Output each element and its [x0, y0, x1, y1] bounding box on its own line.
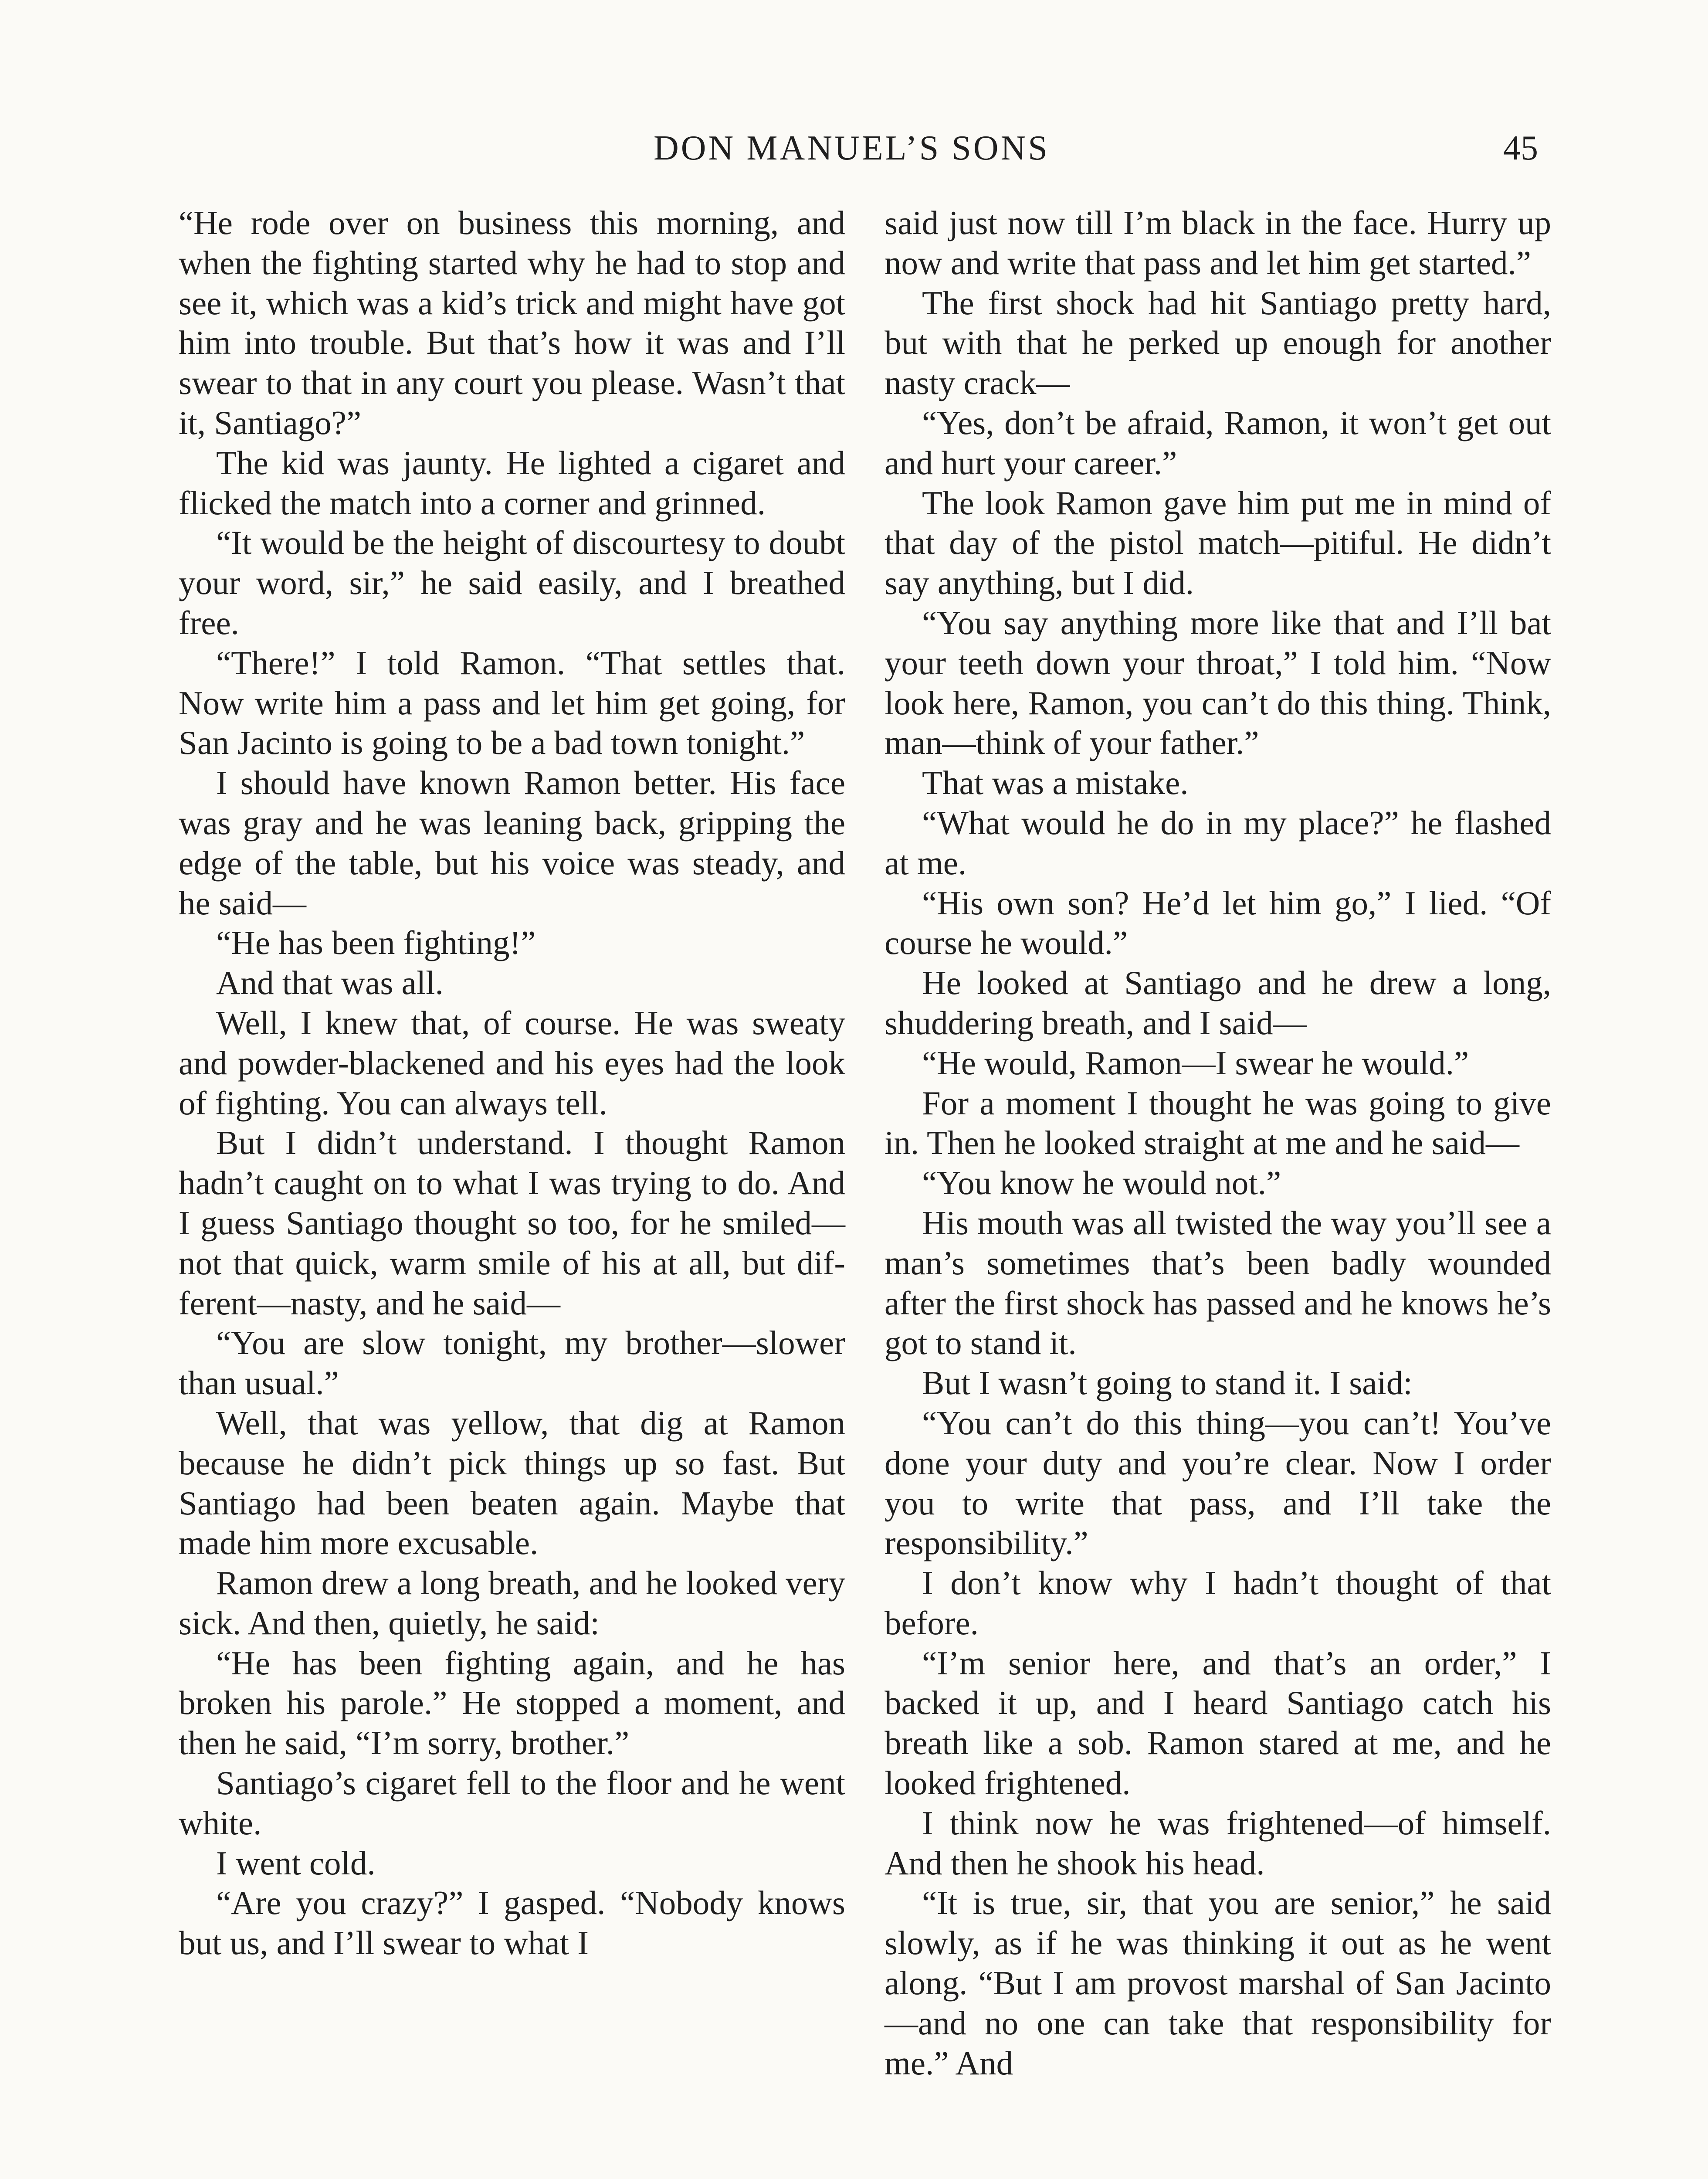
paragraph: “You can’t do this thing—you can’t! You’ve done your duty and you’re clear. Now I order you to write that pass, and I’ll take the responsibility.” — [884, 1404, 1551, 1562]
paragraph: Well, I knew that, of course. He was sweaty and powder-blackened and his eyes had the look of fighting. You can always tell. — [179, 1004, 845, 1122]
paragraph: said just now till I’m black in the face. Hurry up now and write that pass and let him get started.” — [884, 204, 1551, 282]
running-title: DON MANUEL’S SONS — [654, 129, 1050, 167]
page-number: 45 — [1503, 129, 1538, 167]
running-header — [0, 124, 1708, 172]
paragraph: “Yes, don’t be afraid, Ramon, it won’t get out and hurt your career.” — [884, 404, 1551, 482]
paragraph: “He has been fighting!” — [216, 924, 536, 962]
paragraph: I should have known Ramon better. His face was gray and he was leaning back, gripping the edge of the table, but his voice was steady, and he said— — [179, 764, 845, 922]
paragraph: And that was all. — [216, 964, 444, 1002]
paragraph: “Are you crazy?” I gasped. “Nobody knows but us, and I’ll swear to what I — [179, 1884, 845, 1962]
paragraph: But I wasn’t going to stand it. I said: — [922, 1364, 1413, 1402]
paragraph: I don’t know why I hadn’t thought of that before. — [884, 1564, 1551, 1642]
paragraph: “You know he would not.” — [922, 1164, 1281, 1202]
text-column-left — [179, 203, 845, 1963]
paragraph: Santiago’s cigaret fell to the floor and he went white. — [179, 1764, 845, 1842]
paragraph: “His own son? He’d let him go,” I lied. “Of course he would.” — [884, 884, 1551, 962]
paragraph: “He would, Ramon—I swear he would.” — [922, 1044, 1469, 1082]
paragraph: For a moment I thought he was going to give in. Then he looked straight at me and he said— — [884, 1084, 1551, 1162]
paragraph: I think now he was frightened—of himself. And then he shook his head. — [884, 1804, 1551, 1882]
paragraph: “There!” I told Ramon. “That settles that. Now write him a pass and let him get going, for San Jacinto is going to be a bad town tonight.” — [179, 644, 845, 762]
paragraph: “You are slow tonight, my brother—slower than usual.” — [179, 1324, 845, 1402]
paragraph: “What would he do in my place?” he flashed at me. — [884, 804, 1551, 882]
paragraph: “He has been fighting again, and he has broken his parole.” He stopped a moment, and then he said, “I’m sorry, brother.” — [179, 1644, 845, 1762]
paragraph: “It is true, sir, that you are senior,” he said slowly, as if he was thinking it out as he went along. “But I am provost marshal of San Jacinto—and no one can take that responsibility for me.” And — [884, 1884, 1551, 2082]
paragraph: He looked at Santiago and he drew a long, shuddering breath, and I said— — [884, 964, 1551, 1042]
paragraph: The look Ramon gave him put me in mind of that day of the pistol match—pitiful. He didn’t say anything, but I did. — [884, 484, 1551, 602]
paragraph: Well, that was yellow, that dig at Ramon because he didn’t pick things up so fast. But Santiago had been beaten again. Maybe that made him more excusable. — [179, 1404, 845, 1562]
paragraph: That was a mistake. — [922, 764, 1189, 802]
paragraph: The first shock had hit Santiago pretty hard, but with that he perked up enough for another nasty crack— — [884, 284, 1551, 402]
paragraph: His mouth was all twisted the way you’ll see a man’s sometimes that’s been badly wounded after the first shock has passed and he knows he’s got to stand it. — [884, 1204, 1551, 1362]
paragraph: “I’m senior here, and that’s an order,” I backed it up, and I heard Santiago catch his breath like a sob. Ramon stared at me, and he looked frightened. — [884, 1644, 1551, 1802]
paragraph: “It would be the height of discourtesy to doubt your word, sir,” he said easily, and I breathed free. — [179, 524, 845, 641]
paragraph: “You say anything more like that and I’ll bat your teeth down your throat,” I told him. “Now look here, Ramon, you can’t do this thing. Think, man—think of your father.” — [884, 604, 1551, 762]
paragraph: I went cold. — [216, 1844, 376, 1882]
paragraph: Ramon drew a long breath, and he looked very sick. And then, quietly, he said: — [179, 1564, 845, 1642]
paragraph: But I didn’t understand. I thought Ramon hadn’t caught on to what I was trying to do. And I guess Santiago thought so too, for he smiled—not that quick, warm smile of his at all, but different—nasty, and he said— — [179, 1124, 845, 1322]
paragraph: “He rode over on business this morning, and when the fighting started why he had to stop and see it, which was a kid’s trick and might have got him into trouble. But that’s how it was and I’ll swear to that in any court you please. Wasn’t that it, Santiago?” — [179, 204, 845, 441]
paragraph: The kid was jaunty. He lighted a cigaret and flicked the match into a corner and grinned. — [179, 444, 845, 522]
text-column-right — [884, 203, 1551, 2083]
